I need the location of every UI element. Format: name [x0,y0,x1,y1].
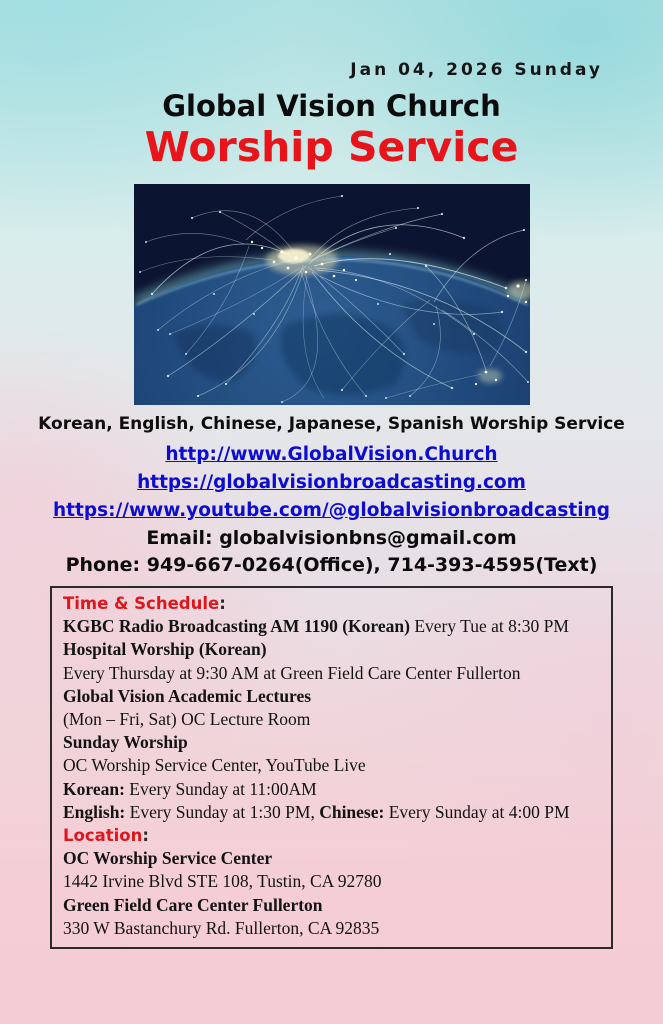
location-heading-text: Location [63,826,143,846]
email-line: Email: globalvisionbns@gmail.com [146,527,517,549]
schedule-location-box [50,586,613,949]
church-website-link[interactable]: http://www.GlobalVision.Church [165,444,498,465]
schedule-line-lectures: Global Vision Academic Lectures [63,685,312,706]
schedule-line-sunday-location: OC Worship Service Center, YouTube Live [63,755,366,776]
location-line-oc-center: OC Worship Service Center [63,848,273,869]
date-text: Jan 04, 2026 Sunday [350,60,603,80]
globe-network-image [134,184,530,405]
schedule-line-korean: Korean: Every Sunday at 11:00AM [63,778,317,799]
schedule-heading-text: Time & Schedule [63,594,220,613]
page-title: Worship Service [144,123,519,171]
languages-caption: Korean, English, Chinese, Japanese, Spanish Worship Service [38,414,625,434]
broadcasting-website-link[interactable]: https://globalvisionbroadcasting.com [137,472,526,493]
links-block [0,441,663,525]
schedule-line-lectures-time: (Mon – Fri, Sat) OC Lecture Room [63,709,311,730]
schedule-line-hospital: Hospital Worship (Korean) [63,639,267,660]
location-line-greenfield: Green Field Care Center Fullerton [63,894,323,915]
schedule-line-hospital-time: Every Thursday at 9:30 AM at Green Field Care Center Fullerton [63,662,521,683]
youtube-channel-link[interactable]: https://www.youtube.com/@globalvisionbroadcasting [53,500,610,521]
schedule-line-kgbc: KGBC Radio Broadcasting AM 1190 (Korean) Every Tue at 8:30 PM [63,616,569,637]
schedule-line-sunday-worship: Sunday Worship [63,732,188,753]
church-name: Global Vision Church [162,89,501,123]
location-line-oc-address: 1442 Irvine Blvd STE 108, Tustin, CA 92780 [63,871,382,892]
schedule-line-english-chinese: English: Every Sunday at 1:30 PM, Chinese: Every Sunday at 4:00 PM [63,801,570,822]
phone-line: Phone: 949-667-0264(Office), 714-393-4595(Text) [65,554,598,576]
location-line-greenfield-address: 330 W Bastanchury Rd. Fullerton, CA 92835 [63,917,380,938]
location-section-heading: Location: [63,826,149,846]
schedule-section-heading: Time & Schedule: [63,594,226,613]
